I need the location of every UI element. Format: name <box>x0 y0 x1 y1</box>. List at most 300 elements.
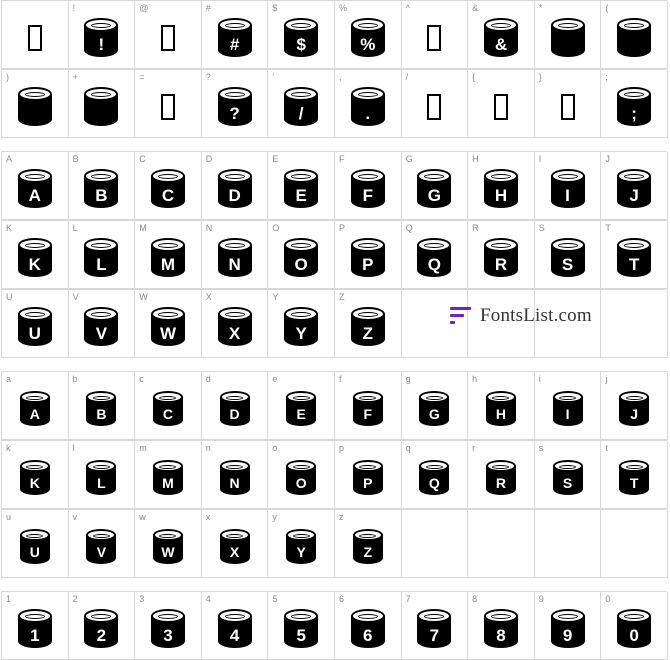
can-glyph-icon <box>218 609 252 649</box>
glyph-cell[interactable] <box>69 1 136 69</box>
can-glyph-character: W <box>161 543 175 560</box>
can-glyph-character: B <box>95 185 108 205</box>
glyph-cell-label: Z <box>338 292 345 302</box>
glyph-cell-label: G <box>405 154 413 164</box>
can-glyph-character: Z <box>363 543 373 560</box>
can-glyph-icon <box>551 609 585 649</box>
can-glyph-icon <box>284 18 318 58</box>
can-glyph-character: I <box>565 185 570 205</box>
can-glyph-icon <box>84 307 118 347</box>
grid-group-spacer <box>0 358 670 371</box>
can-glyph-character: O <box>294 254 308 274</box>
can-glyph-icon <box>18 169 52 209</box>
glyph-cell[interactable] <box>402 152 469 220</box>
can-glyph-character: U <box>28 323 41 343</box>
can-glyph-character: B <box>96 405 107 422</box>
glyph-cell[interactable] <box>535 441 602 509</box>
can-glyph-character: D <box>229 405 240 422</box>
can-glyph-icon <box>286 391 316 427</box>
glyph-cell[interactable] <box>335 152 402 220</box>
can-glyph-icon <box>351 307 385 347</box>
glyph-cell[interactable] <box>2 70 69 138</box>
glyph-cell[interactable] <box>202 290 269 358</box>
glyph-preview <box>402 449 468 506</box>
glyph-cell[interactable] <box>335 290 402 358</box>
can-glyph-character: N <box>229 474 240 491</box>
can-glyph-icon <box>419 460 449 496</box>
glyph-cell[interactable] <box>69 441 136 509</box>
notdef-box-icon <box>161 94 175 120</box>
glyph-cell-label: Q <box>405 223 413 233</box>
glyph-preview <box>335 229 401 286</box>
glyph-preview <box>535 229 601 286</box>
can-glyph-icon <box>220 460 250 496</box>
can-glyph-icon <box>617 238 651 278</box>
glyph-cell[interactable] <box>402 1 469 69</box>
glyph-cell[interactable] <box>268 372 335 440</box>
glyph-cell-label: & <box>472 3 479 13</box>
glyph-cell-empty <box>535 510 602 578</box>
glyph-cell[interactable] <box>468 152 535 220</box>
glyph-preview <box>535 380 601 437</box>
glyph-cell-label: R <box>472 223 479 233</box>
can-glyph-character: J <box>630 405 639 422</box>
glyph-cell-label: o <box>272 443 278 453</box>
glyph-cell-empty <box>468 510 535 578</box>
glyph-preview <box>402 600 468 657</box>
can-glyph-icon <box>284 87 318 127</box>
can-glyph-icon <box>619 391 649 427</box>
glyph-cell-label: h <box>472 374 478 384</box>
can-glyph-character <box>84 101 118 126</box>
glyph-cell[interactable] <box>535 592 602 660</box>
glyph-preview <box>535 9 601 66</box>
glyph-preview <box>335 9 401 66</box>
can-glyph-character: A <box>29 405 40 422</box>
can-glyph-icon <box>551 238 585 278</box>
glyph-cell[interactable] <box>69 221 136 289</box>
glyph-preview <box>202 78 268 135</box>
can-glyph-character: A <box>28 185 41 205</box>
glyph-preview <box>601 380 667 437</box>
can-glyph-icon <box>218 87 252 127</box>
can-glyph-icon <box>286 460 316 496</box>
glyph-cell-label: D <box>205 154 213 164</box>
glyph-cell-label: i <box>538 374 541 384</box>
can-glyph-icon <box>86 529 116 565</box>
can-glyph-icon <box>84 238 118 278</box>
glyph-cell-label: x <box>205 512 211 522</box>
can-glyph-icon <box>419 391 449 427</box>
glyph-grid-lowercase-row-1 <box>1 371 667 440</box>
can-glyph-icon <box>417 609 451 649</box>
glyph-cell-label: 0 <box>605 594 611 604</box>
glyph-cell[interactable] <box>402 221 469 289</box>
glyph-cell[interactable] <box>135 70 202 138</box>
can-glyph-character: F <box>362 185 373 205</box>
can-glyph-character: Y <box>296 543 306 560</box>
notdef-box-icon <box>494 94 508 120</box>
glyph-cell[interactable] <box>202 221 269 289</box>
glyph-cell[interactable] <box>2 290 69 358</box>
can-glyph-character: O <box>295 474 307 491</box>
glyph-cell-label: H <box>472 154 479 164</box>
glyph-preview <box>69 298 135 355</box>
glyph-cell-label: A <box>6 154 13 164</box>
glyph-cell-label: B <box>72 154 79 164</box>
can-glyph-icon <box>553 460 583 496</box>
glyph-cell[interactable] <box>2 592 69 660</box>
can-glyph-icon <box>153 391 183 427</box>
glyph-cell[interactable] <box>535 372 602 440</box>
glyph-cell-label: 4 <box>205 594 211 604</box>
can-glyph-icon <box>284 307 318 347</box>
glyph-preview <box>202 229 268 286</box>
glyph-preview <box>202 449 268 506</box>
glyph-cell[interactable] <box>202 372 269 440</box>
glyph-preview <box>601 160 667 217</box>
glyph-cell-label: * <box>538 3 543 13</box>
can-glyph-icon <box>284 169 318 209</box>
glyph-cell[interactable] <box>202 592 269 660</box>
glyph-cell[interactable] <box>601 1 668 69</box>
glyph-preview <box>2 9 68 66</box>
can-glyph-icon <box>220 391 250 427</box>
glyph-preview <box>2 380 68 437</box>
glyph-cell[interactable] <box>601 441 668 509</box>
glyph-cell[interactable] <box>135 372 202 440</box>
glyph-cell[interactable] <box>135 441 202 509</box>
can-glyph-character: . <box>365 103 371 123</box>
can-glyph-icon <box>86 460 116 496</box>
glyph-cell[interactable] <box>202 441 269 509</box>
can-glyph-icon <box>151 609 185 649</box>
can-glyph-character: 6 <box>363 625 373 645</box>
glyph-cell[interactable] <box>268 70 335 138</box>
glyph-preview <box>268 380 334 437</box>
glyph-cell-label: , <box>338 72 342 82</box>
glyph-cell[interactable] <box>335 221 402 289</box>
can-glyph-icon <box>486 391 516 427</box>
glyph-cell-empty <box>601 290 668 358</box>
can-glyph-character: U <box>29 543 40 560</box>
can-glyph-character: 7 <box>429 625 440 645</box>
glyph-grid-lowercase-row-3 <box>1 509 667 578</box>
glyph-cell[interactable] <box>268 290 335 358</box>
glyph-cell-label: j <box>605 374 608 384</box>
glyph-cell-label: 8 <box>472 594 478 604</box>
glyph-cell-label: N <box>205 223 213 233</box>
glyph-cell-label: k <box>6 443 11 453</box>
can-glyph-icon <box>484 609 518 649</box>
glyph-cell[interactable] <box>335 510 402 578</box>
glyph-preview <box>69 380 135 437</box>
glyph-cell[interactable] <box>268 592 335 660</box>
glyph-cell[interactable] <box>69 510 136 578</box>
glyph-cell[interactable] <box>202 510 269 578</box>
glyph-cell[interactable] <box>2 372 69 440</box>
can-glyph-character: V <box>95 323 108 343</box>
can-glyph-icon <box>351 87 385 127</box>
notdef-box-icon <box>561 94 575 120</box>
glyph-cell[interactable] <box>268 1 335 69</box>
can-glyph-icon <box>417 238 451 278</box>
glyph-preview <box>601 78 667 135</box>
can-glyph-icon <box>20 529 50 565</box>
can-glyph-icon <box>351 238 385 278</box>
glyph-preview <box>535 78 601 135</box>
glyph-preview <box>268 298 334 355</box>
glyph-cell[interactable] <box>268 441 335 509</box>
glyph-preview <box>2 518 68 575</box>
glyph-cell[interactable] <box>601 221 668 289</box>
glyph-preview <box>402 160 468 217</box>
glyph-cell[interactable] <box>69 592 136 660</box>
glyph-preview <box>135 229 201 286</box>
glyph-cell-label: L <box>72 223 78 233</box>
notdef-box-icon <box>427 94 441 120</box>
can-glyph-character: X <box>228 323 241 343</box>
can-glyph-icon <box>20 460 50 496</box>
glyph-cell-empty <box>402 510 469 578</box>
can-glyph-icon <box>151 307 185 347</box>
can-glyph-icon <box>84 18 118 58</box>
can-glyph-character: T <box>629 474 639 491</box>
glyph-cell-label: q <box>405 443 411 453</box>
glyph-cell-label: S <box>538 223 545 233</box>
can-glyph-character: E <box>296 405 306 422</box>
grid-group-spacer <box>0 578 670 591</box>
can-glyph-character: ; <box>631 103 637 123</box>
can-glyph-character: F <box>363 405 373 422</box>
can-glyph-icon <box>617 18 651 58</box>
glyph-cell-label: T <box>605 223 611 233</box>
glyph-preview <box>335 518 401 575</box>
can-glyph-character: Y <box>295 323 307 343</box>
glyph-cell[interactable] <box>402 441 469 509</box>
glyph-cell-label: 5 <box>272 594 278 604</box>
glyph-cell[interactable] <box>2 510 69 578</box>
glyph-cell-label: f <box>338 374 342 384</box>
can-glyph-character: 0 <box>629 625 639 645</box>
glyph-cell[interactable] <box>335 372 402 440</box>
can-glyph-character <box>18 101 52 126</box>
glyph-cell-label: + <box>72 72 78 82</box>
glyph-preview <box>69 9 135 66</box>
glyph-cell[interactable] <box>268 152 335 220</box>
glyph-cell-label: { <box>472 72 476 82</box>
glyph-cell[interactable] <box>2 1 69 69</box>
glyph-preview <box>468 449 534 506</box>
glyph-preview <box>69 518 135 575</box>
glyph-cell[interactable] <box>335 1 402 69</box>
watermark <box>447 305 592 327</box>
glyph-cell[interactable] <box>135 290 202 358</box>
glyph-preview <box>135 9 201 66</box>
can-glyph-character: S <box>561 254 574 274</box>
glyph-cell[interactable] <box>535 1 602 69</box>
glyph-cell-label: r <box>472 443 476 453</box>
watermark-label: FontsList.com <box>480 305 592 326</box>
glyph-cell[interactable] <box>69 152 136 220</box>
glyph-cell[interactable] <box>69 70 136 138</box>
can-glyph-character: 8 <box>496 625 506 645</box>
glyph-preview <box>69 160 135 217</box>
glyph-cell[interactable] <box>335 592 402 660</box>
can-glyph-character: P <box>363 474 373 491</box>
can-glyph-character: J <box>629 185 639 205</box>
glyph-cell-empty <box>601 510 668 578</box>
can-glyph-character: H <box>494 185 508 205</box>
can-glyph-character: R <box>495 474 507 491</box>
glyph-preview <box>2 449 68 506</box>
can-glyph-character: L <box>96 254 107 274</box>
glyph-cell[interactable] <box>2 152 69 220</box>
can-glyph-character: D <box>228 185 241 205</box>
glyph-cell-label: @ <box>139 3 149 13</box>
can-glyph-icon <box>351 169 385 209</box>
glyph-cell[interactable] <box>402 592 469 660</box>
glyph-cell[interactable] <box>468 441 535 509</box>
glyph-cell-label: ; <box>605 72 608 82</box>
glyph-preview <box>135 600 201 657</box>
glyph-cell-label: 3 <box>139 594 145 604</box>
glyph-cell-label: 9 <box>538 594 544 604</box>
glyph-cell[interactable] <box>535 221 602 289</box>
can-glyph-icon <box>18 238 52 278</box>
glyph-cell-label: I <box>538 154 542 164</box>
glyph-cell-label: 2 <box>72 594 78 604</box>
glyph-cell-label: c <box>139 374 144 384</box>
glyph-cell[interactable] <box>535 152 602 220</box>
glyph-cell-label: a <box>6 374 12 384</box>
glyph-cell[interactable] <box>601 592 668 660</box>
glyph-cell[interactable] <box>69 372 136 440</box>
glyph-cell-label: # <box>205 3 211 13</box>
can-glyph-icon <box>84 169 118 209</box>
can-glyph-icon <box>18 307 52 347</box>
glyph-cell[interactable] <box>135 221 202 289</box>
glyph-cell[interactable] <box>268 510 335 578</box>
glyph-preview <box>335 160 401 217</box>
glyph-preview <box>335 298 401 355</box>
glyph-cell[interactable] <box>468 221 535 289</box>
glyph-preview <box>468 78 534 135</box>
glyph-cell[interactable] <box>268 221 335 289</box>
glyph-preview <box>268 9 334 66</box>
can-glyph-icon <box>551 169 585 209</box>
glyph-cell-label: 1 <box>6 594 12 604</box>
glyph-preview <box>2 298 68 355</box>
glyph-cell[interactable] <box>335 70 402 138</box>
glyph-preview <box>135 518 201 575</box>
glyph-cell[interactable] <box>601 152 668 220</box>
glyph-cell[interactable] <box>135 1 202 69</box>
can-glyph-icon <box>151 169 185 209</box>
can-glyph-icon <box>153 529 183 565</box>
glyph-cell-label: W <box>139 292 148 302</box>
glyph-cell[interactable] <box>402 70 469 138</box>
glyph-cell[interactable] <box>601 372 668 440</box>
can-glyph-character: Z <box>362 323 373 343</box>
glyph-cell[interactable] <box>69 290 136 358</box>
glyph-preview <box>601 600 667 657</box>
glyph-preview <box>468 380 534 437</box>
glyph-grid-uppercase-row-2 <box>1 220 667 289</box>
glyph-cell[interactable] <box>468 1 535 69</box>
can-glyph-character: M <box>162 474 174 491</box>
glyph-cell-label: n <box>205 443 211 453</box>
glyph-cell[interactable] <box>202 1 269 69</box>
glyph-preview <box>468 600 534 657</box>
can-glyph-icon <box>284 238 318 278</box>
glyph-cell[interactable] <box>135 152 202 220</box>
glyph-preview <box>69 78 135 135</box>
glyph-cell[interactable] <box>601 70 668 138</box>
can-glyph-icon <box>218 307 252 347</box>
glyph-grid-digits-row <box>1 591 667 660</box>
glyph-cell[interactable] <box>135 592 202 660</box>
glyph-cell[interactable] <box>2 441 69 509</box>
can-glyph-character: E <box>295 185 307 205</box>
glyph-preview <box>268 78 334 135</box>
glyph-cell-label: P <box>338 223 345 233</box>
can-glyph-icon <box>617 169 651 209</box>
can-glyph-icon <box>284 609 318 649</box>
glyph-preview <box>135 380 201 437</box>
glyph-cell[interactable] <box>2 221 69 289</box>
notdef-box-icon <box>28 25 42 51</box>
glyph-cell[interactable] <box>468 70 535 138</box>
glyph-preview <box>135 160 201 217</box>
can-glyph-icon <box>551 18 585 58</box>
glyph-preview <box>268 160 334 217</box>
can-glyph-character: $ <box>296 34 306 54</box>
can-glyph-icon <box>353 391 383 427</box>
glyph-cell[interactable] <box>135 510 202 578</box>
can-glyph-character: C <box>162 405 174 422</box>
glyph-preview <box>335 600 401 657</box>
glyph-cell[interactable] <box>202 152 269 220</box>
can-glyph-icon <box>617 609 651 649</box>
glyph-preview <box>402 9 468 66</box>
glyph-grid-lowercase-row-2 <box>1 440 667 509</box>
glyph-cell[interactable] <box>202 70 269 138</box>
glyph-cell-label: % <box>338 3 347 13</box>
glyph-preview <box>601 449 667 506</box>
glyph-cell[interactable] <box>402 372 469 440</box>
glyph-cell-label: ? <box>205 72 211 82</box>
glyph-preview <box>202 600 268 657</box>
can-glyph-character: & <box>494 34 508 54</box>
glyph-cell-label: ( <box>605 3 609 13</box>
glyph-cell[interactable] <box>335 441 402 509</box>
glyph-cell-label: 6 <box>338 594 344 604</box>
glyph-cell[interactable] <box>535 70 602 138</box>
glyph-cell[interactable] <box>468 592 535 660</box>
can-glyph-icon <box>353 529 383 565</box>
glyph-preview <box>402 229 468 286</box>
glyph-cell-label: e <box>272 374 278 384</box>
glyph-cell[interactable] <box>468 372 535 440</box>
glyph-cell-label: $ <box>272 3 278 13</box>
glyph-preview <box>468 9 534 66</box>
can-glyph-icon <box>220 529 250 565</box>
can-glyph-icon <box>484 169 518 209</box>
can-glyph-character: V <box>96 543 107 560</box>
glyph-preview <box>535 449 601 506</box>
glyph-cell-label: w <box>139 512 146 522</box>
